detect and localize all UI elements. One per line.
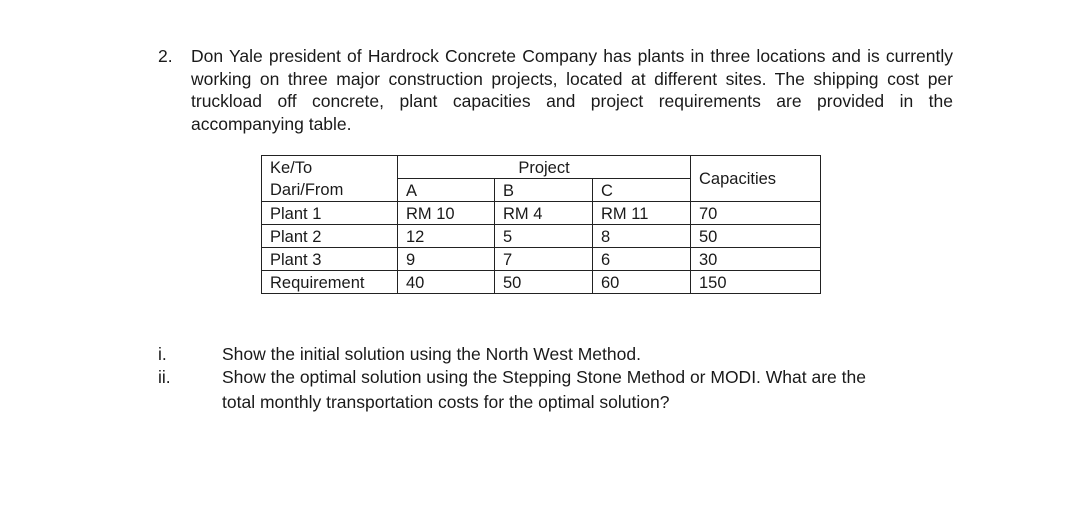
subquestion-text-1: Show the initial solution using the North West Method.	[222, 344, 641, 364]
corner-top-cell: Ke/To	[262, 156, 398, 179]
cell-a: 9	[398, 248, 495, 271]
cell-a: RM 10	[398, 202, 495, 225]
subquestion-text-2-line-1: Show the optimal solution using the Stepping Stone Method or MODI. What are the	[222, 367, 866, 387]
subquestion-numeral-1: i.	[158, 344, 167, 364]
cell-a: 40	[398, 271, 495, 294]
cell-capacity: 150	[691, 271, 821, 294]
cell-capacity: 50	[691, 225, 821, 248]
subquestion-numeral-2: ii.	[158, 367, 171, 387]
row-label: Plant 3	[262, 248, 398, 271]
table-row	[262, 225, 821, 248]
cell-a: 12	[398, 225, 495, 248]
cell-b: 7	[495, 248, 593, 271]
cell-capacity: 70	[691, 202, 821, 225]
cell-b: 5	[495, 225, 593, 248]
subquestion-text-2-line-2: total monthly transportation costs for the optimal solution?	[222, 392, 670, 412]
table-row	[262, 248, 821, 271]
column-header-b: B	[495, 179, 593, 202]
question-number: 2.	[158, 46, 173, 66]
table-header-row-1	[262, 156, 821, 179]
capacities-header: Capacities	[691, 156, 821, 202]
row-label: Requirement	[262, 271, 398, 294]
cell-c: 6	[593, 248, 691, 271]
column-header-c: C	[593, 179, 691, 202]
cell-c: 8	[593, 225, 691, 248]
row-label: Plant 2	[262, 225, 398, 248]
corner-bottom-cell: Dari/From	[262, 179, 398, 202]
cell-c: RM 11	[593, 202, 691, 225]
cell-c: 60	[593, 271, 691, 294]
row-label: Plant 1	[262, 202, 398, 225]
project-header: Project	[398, 156, 691, 179]
transport-table	[261, 155, 821, 294]
cell-b: 50	[495, 271, 593, 294]
question-text: Don Yale president of Hardrock Concrete Company has plants in three locations and is currently working on three major construction projects, located at different sites. The shipping cost per truckload off concrete, plant capacities and project requirements are provided in the accompanying table.	[191, 46, 953, 134]
table-row	[262, 271, 821, 294]
cell-b: RM 4	[495, 202, 593, 225]
table-row	[262, 202, 821, 225]
cell-capacity: 30	[691, 248, 821, 271]
column-header-a: A	[398, 179, 495, 202]
